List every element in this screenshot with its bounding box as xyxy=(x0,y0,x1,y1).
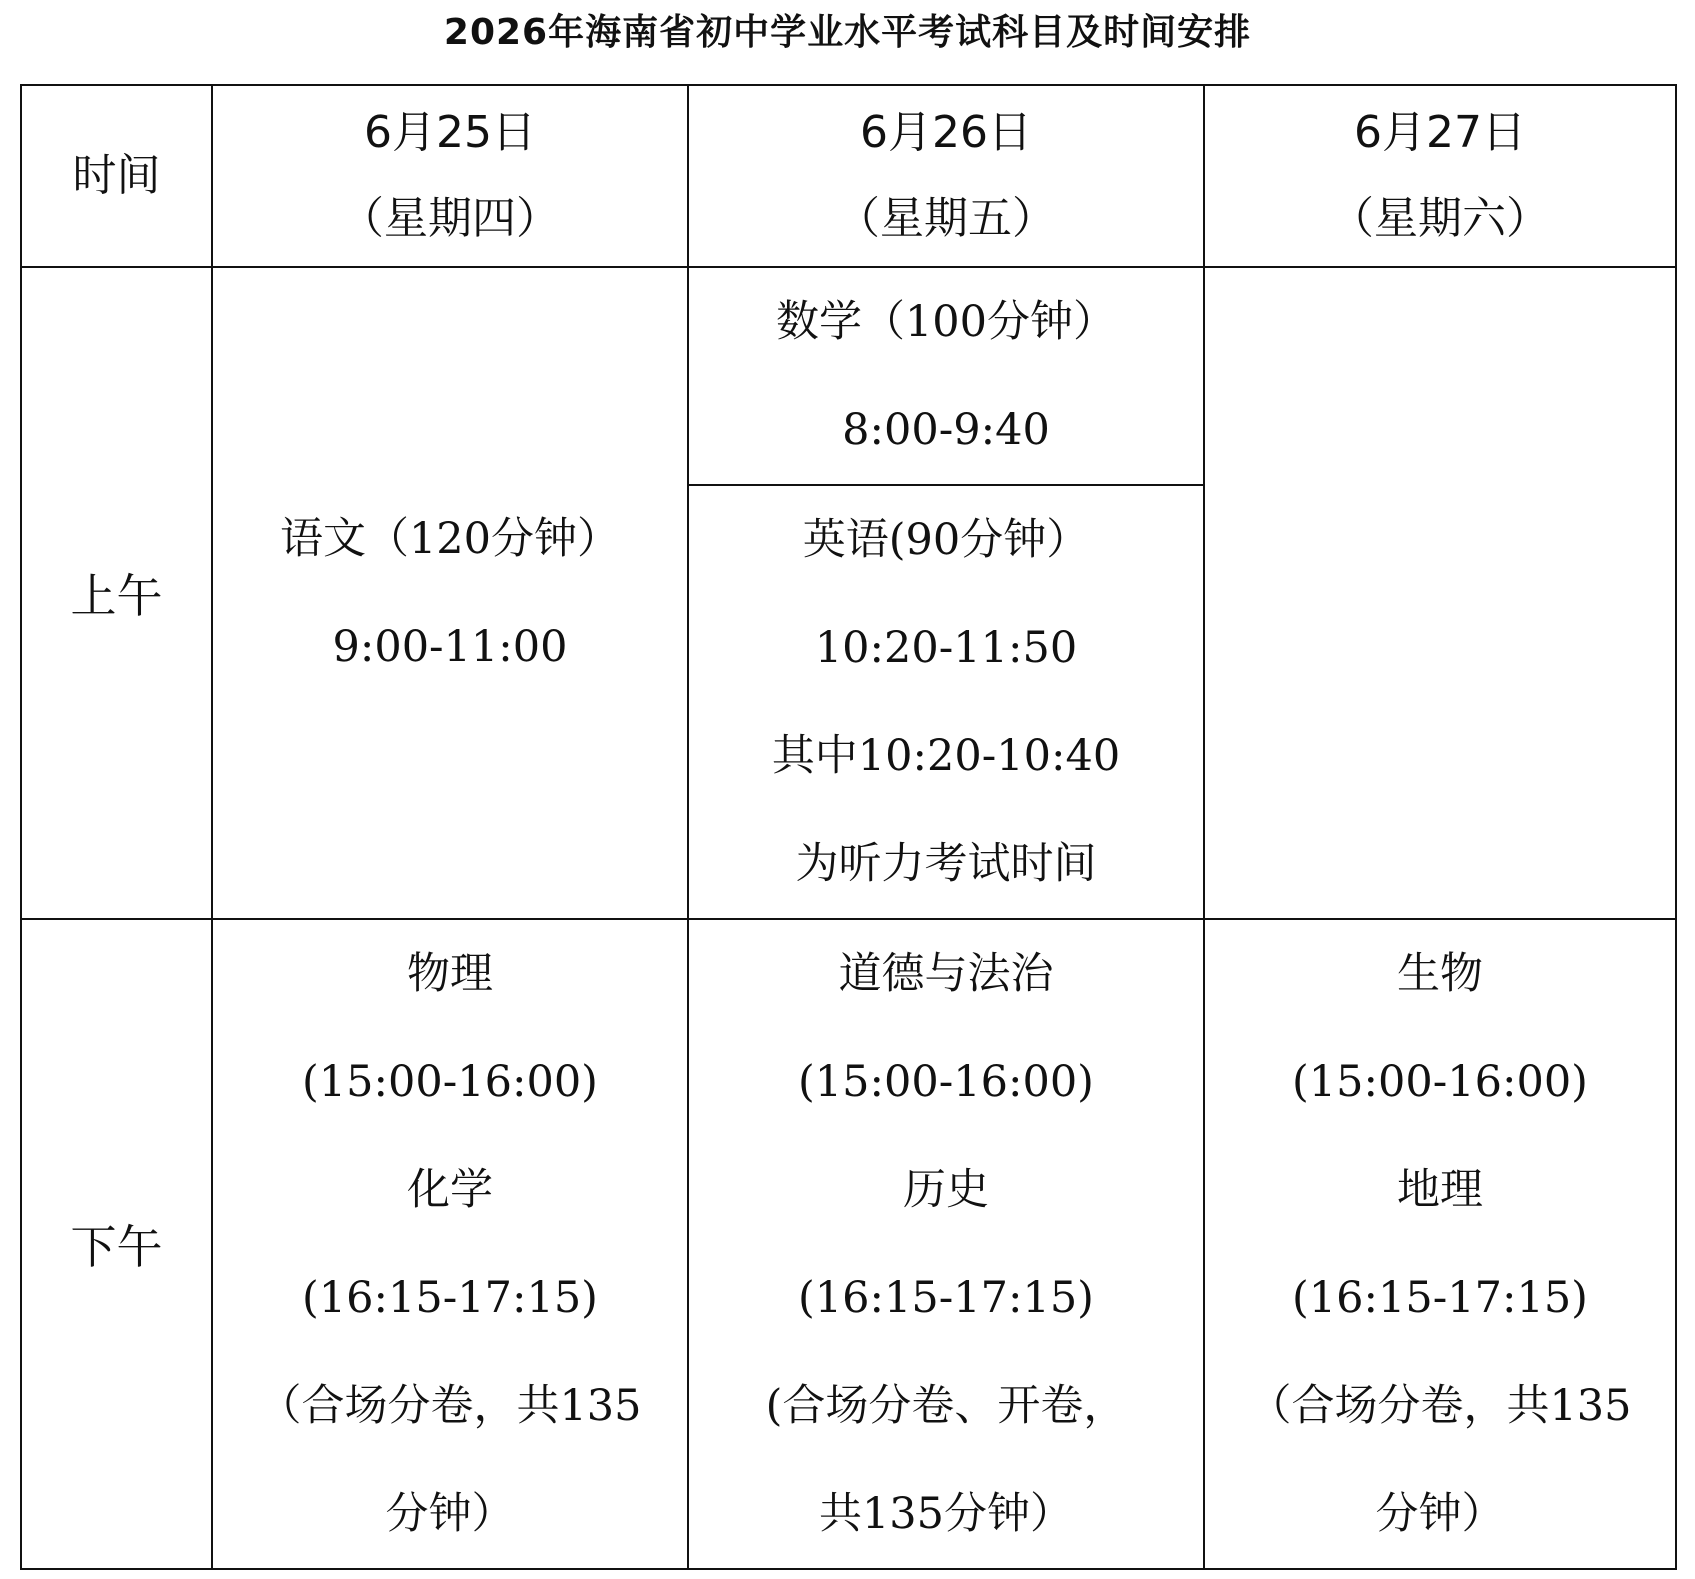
history-subject: 历史 xyxy=(903,1165,989,1215)
header-day3-cell xyxy=(1204,85,1676,267)
morning-day2-english-cell xyxy=(688,485,1204,919)
day1-weekday: （星期四） xyxy=(340,193,560,244)
morning-label-cell xyxy=(21,267,212,919)
biology-subject: 生物 xyxy=(1397,949,1483,999)
biology-time: (15:00-16:00) xyxy=(1292,1057,1588,1107)
afternoon-day2-cell xyxy=(688,919,1204,1569)
afternoon-day3-cell xyxy=(1204,919,1676,1569)
header-day1-cell xyxy=(212,85,688,267)
chemistry-subject: 化学 xyxy=(407,1165,493,1215)
afternoon-label-cell xyxy=(21,919,212,1569)
ethics-law-time: (15:00-16:00) xyxy=(798,1057,1094,1107)
morning-label: 上午 xyxy=(70,569,163,623)
math-subject: 数学（100分钟） xyxy=(775,297,1117,347)
day2-date: 6月26日 xyxy=(860,107,1032,158)
header-time-cell xyxy=(21,85,212,267)
document-title: 2026年海南省初中学业水平考试科目及时间安排 xyxy=(443,12,1252,53)
day1-note-line1: （合场分卷，共135 xyxy=(258,1381,642,1431)
physics-subject: 物理 xyxy=(407,949,493,999)
geography-subject: 地理 xyxy=(1397,1165,1483,1215)
day1-date: 6月25日 xyxy=(364,107,536,158)
listening-note: 为听力考试时间 xyxy=(795,839,1097,889)
math-time: 8:00-9:40 xyxy=(842,405,1050,455)
english-subject: 英语(90分钟） xyxy=(802,515,1090,565)
morning-row-upper xyxy=(21,267,1676,485)
day3-note-line2: 分钟） xyxy=(1375,1489,1505,1539)
time-label: 时间 xyxy=(72,150,161,201)
morning-day3-cell xyxy=(1204,267,1676,919)
day2-note-line2: 共135分钟） xyxy=(818,1489,1074,1539)
geography-time: (16:15-17:15) xyxy=(1292,1273,1588,1323)
listening-time: 其中10:20-10:40 xyxy=(771,731,1121,781)
day2-note-line1: (合场分卷、开卷， xyxy=(765,1381,1127,1431)
day3-weekday: （星期六） xyxy=(1330,193,1550,244)
history-time: (16:15-17:15) xyxy=(798,1273,1094,1323)
afternoon-day1-cell xyxy=(212,919,688,1569)
english-time: 10:20-11:50 xyxy=(814,623,1078,673)
morning-day2-math-cell xyxy=(688,267,1204,485)
chemistry-time: (16:15-17:15) xyxy=(302,1273,598,1323)
afternoon-row xyxy=(21,919,1676,1569)
day2-weekday: （星期五） xyxy=(836,193,1056,244)
afternoon-label: 下午 xyxy=(70,1220,163,1274)
day3-note-line1: （合场分卷，共135 xyxy=(1248,1381,1632,1431)
ethics-law-subject: 道德与法治 xyxy=(838,949,1054,999)
physics-time: (15:00-16:00) xyxy=(302,1057,598,1107)
exam-schedule-table xyxy=(20,84,1677,1570)
morning-day1-cell xyxy=(212,267,688,919)
chinese-subject: 语文（120分钟） xyxy=(279,514,621,564)
chinese-time: 9:00-11:00 xyxy=(332,622,568,672)
day3-date: 6月27日 xyxy=(1354,107,1526,158)
header-day2-cell xyxy=(688,85,1204,267)
day1-note-line2: 分钟） xyxy=(385,1489,515,1539)
header-row xyxy=(21,85,1676,267)
